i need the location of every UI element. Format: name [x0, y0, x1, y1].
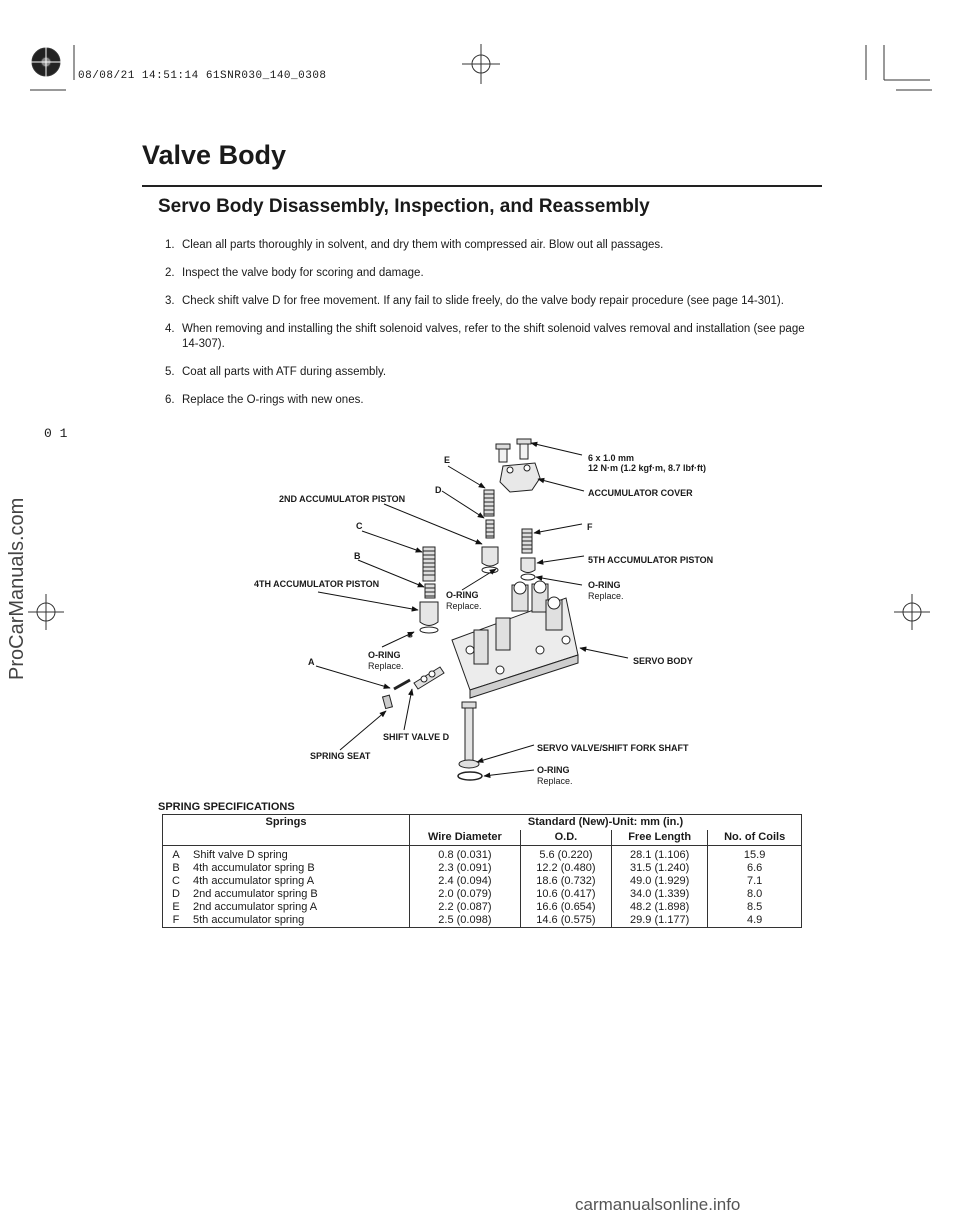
label-4th-accumulator-piston: 4TH ACCUMULATOR PISTON: [254, 579, 380, 589]
label-replace: Replace.: [588, 591, 624, 601]
label-e: E: [444, 455, 451, 465]
footer-watermark: carmanualsonline.info: [575, 1195, 741, 1214]
print-stamp: 08/08/21 14:51:14 61SNR030_140_0308: [78, 70, 327, 82]
outer-diameter: 14.6 (0.575): [520, 914, 611, 928]
label-replace: Replace.: [446, 601, 482, 611]
label-servo-valve-shift-fork-shaft: SERVO VALVE/SHIFT FORK SHAFT: [537, 743, 689, 753]
step-text: Inspect the valve body for scoring and damage.: [182, 267, 424, 279]
step-text: Coat all parts with ATF during assembly.: [182, 366, 387, 378]
label-a: A: [308, 657, 315, 667]
column-header: No. of Coils: [708, 830, 802, 846]
margin-mark: 0 1: [44, 426, 68, 441]
column-header: O.D.: [520, 830, 611, 846]
label-accumulator-cover: ACCUMULATOR COVER: [588, 488, 693, 498]
spring-name: 4th accumulator spring A: [193, 875, 315, 887]
label-bolt: 6 x 1.0 mm: [588, 453, 635, 463]
wire-diameter: 2.3 (0.091): [410, 862, 521, 875]
label-o-ring: O-RING: [368, 650, 401, 660]
label-b: B: [354, 551, 361, 561]
outer-diameter: 12.2 (0.480): [520, 862, 611, 875]
table-row: [163, 875, 802, 888]
table-row: [163, 846, 802, 863]
label-2nd-accumulator-piston: 2ND ACCUMULATOR PISTON: [279, 494, 406, 504]
table-row: [163, 901, 802, 914]
step-text: Clean all parts thoroughly in solvent, and dry them with compressed air. Blow out all passages.: [182, 239, 664, 251]
step-number: 5.: [165, 366, 175, 378]
spring-id: E: [163, 901, 190, 914]
spring-f-part: [522, 529, 532, 553]
label-bolt-torque: 12 N·m (1.2 kgf·m, 8.7 lbf·ft): [588, 463, 707, 473]
wire-diameter: 2.4 (0.094): [410, 875, 521, 888]
label-o-ring: O-RING: [588, 580, 621, 590]
label-c: C: [356, 521, 363, 531]
label-f: F: [587, 522, 593, 532]
outer-diameter: 5.6 (0.220): [520, 846, 611, 863]
spring-name: 2nd accumulator spring B: [193, 888, 318, 900]
outer-diameter: 18.6 (0.732): [520, 875, 611, 888]
spring-e-part: [484, 490, 494, 516]
coil-count: 8.5: [708, 901, 802, 914]
step-text: Replace the O-rings with new ones.: [182, 394, 364, 406]
wire-diameter: 0.8 (0.031): [410, 846, 521, 863]
accumulator-cover-part: [500, 463, 540, 492]
free-length: 48.2 (1.898): [612, 901, 708, 914]
spring-id: C: [163, 875, 190, 888]
free-length: 49.0 (1.929): [612, 875, 708, 888]
spring-id: D: [163, 888, 190, 901]
page-title: Valve Body: [142, 140, 287, 170]
coil-count: 4.9: [708, 914, 802, 928]
spring-id: F: [163, 914, 190, 928]
spring-b-part: [425, 584, 435, 598]
free-length: 28.1 (1.106): [612, 846, 708, 863]
coil-count: 6.6: [708, 862, 802, 875]
spring-seat-part: [383, 695, 393, 708]
spring-specifications-title: SPRING SPECIFICATIONS: [158, 801, 295, 813]
free-length: 31.5 (1.240): [612, 862, 708, 875]
step-text: When removing and installing the shift solenoid valves, refer to the shift solenoid valves removal and installation (see page 14-307).: [182, 323, 805, 350]
outer-diameter: 10.6 (0.417): [520, 888, 611, 901]
label-replace: Replace.: [368, 661, 404, 671]
spring-id: B: [163, 862, 190, 875]
spring-name: Shift valve D spring: [193, 849, 288, 861]
label-o-ring: O-RING: [537, 765, 570, 775]
spring-id: A: [163, 846, 190, 863]
bolt-part: [496, 439, 531, 462]
table-row: [163, 914, 802, 928]
servo-shaft-part: [458, 702, 482, 780]
shift-valve-d-part: [414, 667, 444, 689]
step-text: Check shift valve D for free movement. If any fail to slide freely, do the valve body repair procedure (see page 14-301).: [182, 295, 784, 307]
piston-2nd-part: [482, 547, 498, 566]
column-header: Free Length: [612, 830, 708, 846]
outer-diameter: 16.6 (0.654): [520, 901, 611, 914]
label-o-ring: O-RING: [446, 590, 479, 600]
step-number: 4.: [165, 323, 175, 335]
label-5th-accumulator-piston: 5TH ACCUMULATOR PISTON: [588, 555, 714, 565]
step-number: 2.: [165, 267, 175, 279]
spring-name: 5th accumulator spring: [189, 914, 410, 928]
label-spring-seat: SPRING SEAT: [310, 751, 371, 761]
standard-header: Standard (New)-Unit: mm (in.): [410, 815, 802, 831]
label-shift-valve-d: SHIFT VALVE D: [383, 732, 450, 742]
spring-name: 4th accumulator spring B: [193, 862, 315, 874]
spring-c-part: [423, 547, 435, 581]
springs-header: Springs: [163, 815, 410, 846]
spring-name: 2nd accumulator spring A: [193, 901, 318, 913]
coil-count: 7.1: [708, 875, 802, 888]
free-length: 29.9 (1.177): [612, 914, 708, 928]
table-row: [163, 888, 802, 901]
label-replace: Replace.: [537, 776, 573, 786]
wire-diameter: 2.0 (0.079): [410, 888, 521, 901]
label-d: D: [435, 485, 442, 495]
step-number: 6.: [165, 394, 175, 406]
column-header: Wire Diameter: [410, 830, 521, 846]
piston-4th-part: [420, 602, 438, 626]
spring-specifications-table: [162, 814, 802, 928]
free-length: 34.0 (1.339): [612, 888, 708, 901]
step-number: 1.: [165, 239, 175, 251]
coil-count: 8.0: [708, 888, 802, 901]
spring-d-part: [486, 520, 494, 538]
wire-diameter: 2.2 (0.087): [410, 901, 521, 914]
spring-a-part: [394, 680, 410, 689]
piston-5th-part: [521, 558, 535, 573]
coil-count: 15.9: [708, 846, 802, 863]
label-servo-body: SERVO BODY: [633, 656, 693, 666]
step-number: 3.: [165, 295, 175, 307]
table-row: [163, 862, 802, 875]
sidebar-watermark: ProCarManuals.com: [6, 497, 28, 680]
section-title: Servo Body Disassembly, Inspection, and Reassembly: [158, 196, 650, 217]
wire-diameter: 2.5 (0.098): [410, 914, 521, 928]
